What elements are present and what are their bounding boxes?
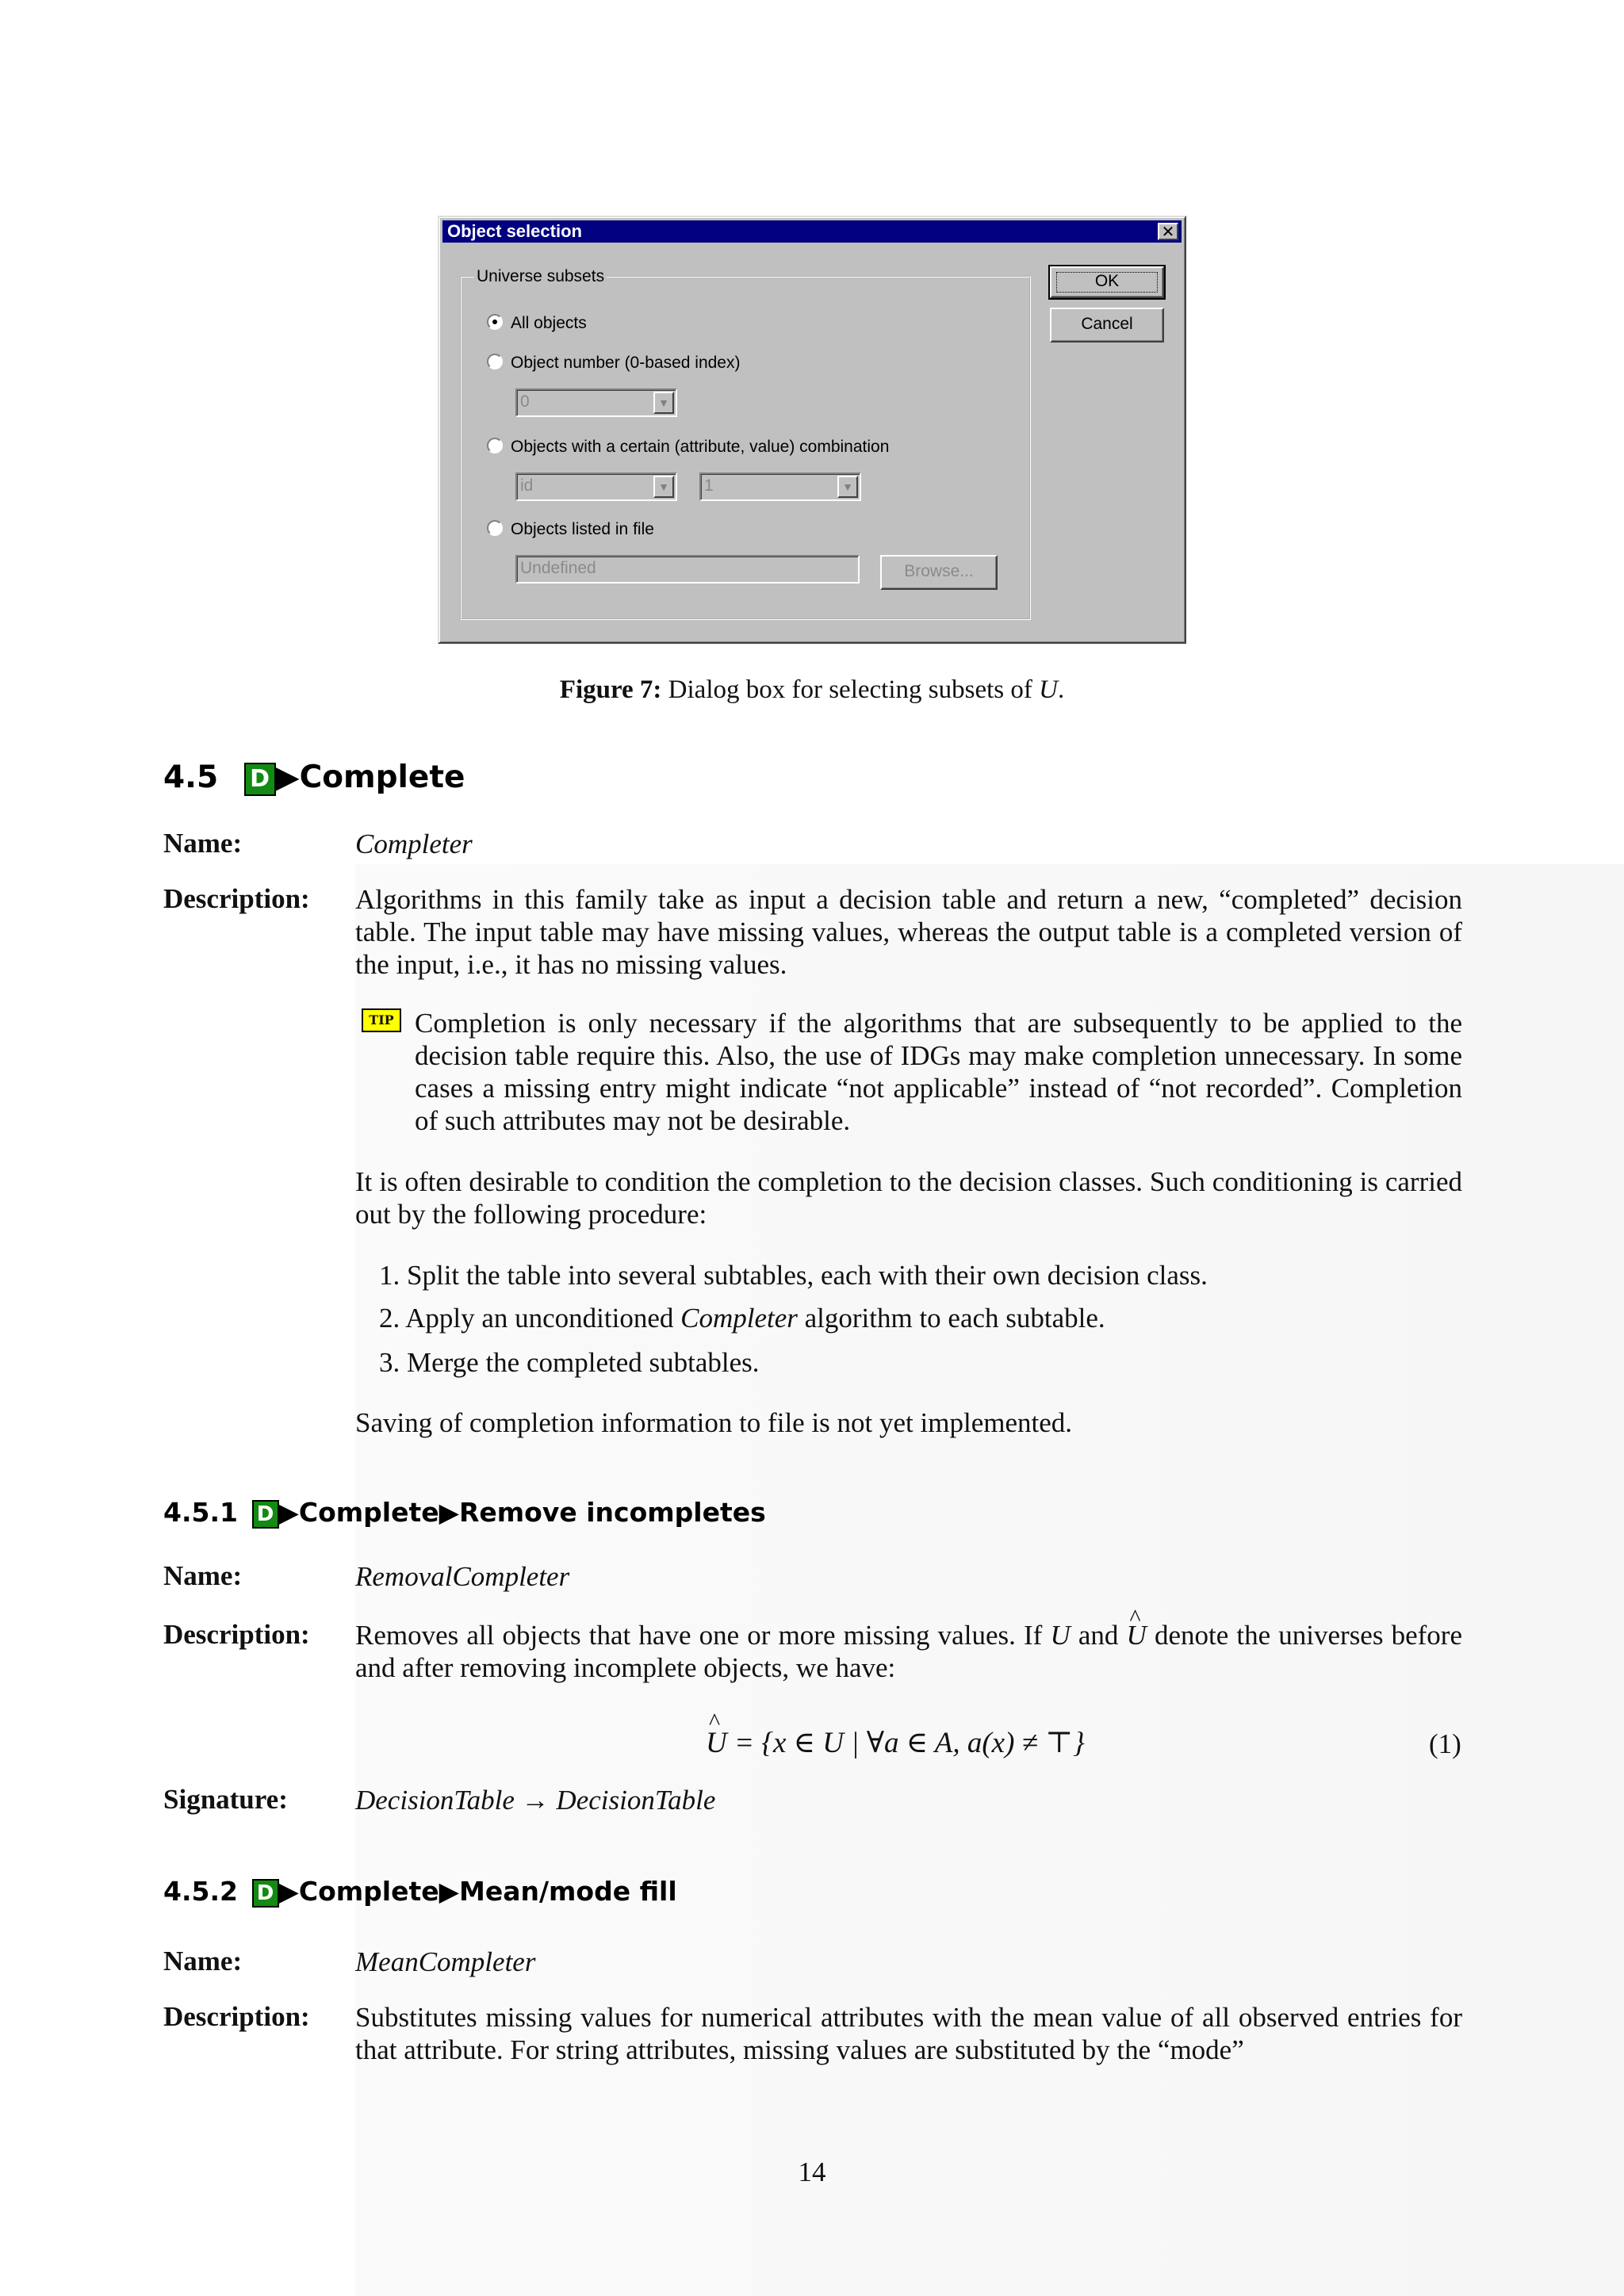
radio-icon[interactable] [487,354,503,369]
index-combo[interactable] [515,388,677,417]
name-label: Name: [163,828,243,859]
equation-rhs: = {x ∈ U | ∀a ∈ A, a(x) ≠ ⊤} [726,1727,1085,1759]
d-badge-icon: D [252,1879,279,1908]
description-label: Description: [163,883,310,914]
radio-selected-icon[interactable] [487,314,503,330]
list-item [379,1259,1208,1292]
section-number: 4.5.1 [163,1497,238,1528]
name-value: MeanCompleter [355,1946,536,1977]
list-emphasis: Completer [680,1303,798,1334]
attribute-combo[interactable] [515,473,677,501]
name-label: Name: [163,1946,243,1976]
description-label: Description: [163,2001,310,2032]
name-value: Completer [355,828,473,859]
list-item [379,1302,1105,1334]
ok-button[interactable] [1050,266,1164,298]
description-text: Substitutes missing values for numerical attributes with the mean value of all observed entries for that attribute. For string attributes, missing values are substituted by the “mode” [355,2002,1462,2065]
radio-icon[interactable] [487,520,503,536]
list-text: Apply an unconditioned [405,1303,681,1334]
focus-ring [1056,272,1158,293]
radio-label: Objects with a certain (attribute, value) combination [511,438,890,456]
list-item [379,1346,760,1379]
radio-icon[interactable] [487,438,503,453]
dialog-title: Object selection [447,221,582,241]
desc-pre: Removes all objects that have one or more missing values. If [355,1620,1051,1651]
list-number: 3. [379,1347,400,1378]
caption-symbol: U [1039,675,1058,704]
section-title: ▶Complete [275,760,465,795]
index-value: 0 [520,392,530,411]
radio-object-number[interactable] [487,352,740,374]
radio-label: Objects listed in file [511,520,654,538]
radio-all-objects[interactable] [487,312,587,335]
desc-mid: and [1070,1620,1127,1651]
signature-label: Signature: [163,1784,288,1815]
section-heading-4-5 [163,760,465,796]
name-label: Name: [163,1560,243,1591]
cancel-button[interactable]: Cancel [1050,308,1164,342]
object-selection-dialog [438,216,1186,644]
section-title: ▶Complete▶Mean/mode fill [278,1876,677,1907]
file-value: Undefined [520,559,596,577]
caption-end: . [1057,675,1065,704]
section-number: 4.5 [163,760,219,795]
browse-button[interactable]: Browse... [880,555,998,590]
group-label: Universe subsets [474,266,607,287]
value-combo[interactable] [699,473,861,501]
close-icon[interactable]: ✕ [1158,223,1178,240]
tip-text: Completion is only necessary if the algorithms that are subsequently to be applied to the decision table require this. Also, the use of IDGs may make completion unnecessary. In some cases a missing entry might indicate “not applicable” instead of “not recorded”. Completion of such attributes may not be desirable. [415,1008,1462,1136]
value-value: 1 [704,476,714,495]
ok-label: OK [1094,272,1120,290]
equation [706,1725,1085,1760]
description-text [355,1619,1462,1684]
equation-number: (1) [1429,1728,1461,1759]
d-badge-icon: D [252,1500,279,1529]
conditioning-text: It is often desirable to condition the completion to the decision classes. Such conditioning is carried out by the following procedure: [355,1166,1462,1230]
radio-listed-in-file[interactable] [487,519,654,541]
caption-label: Figure 7: [559,675,662,704]
tip-icon: TIP [362,1008,401,1032]
section-heading-4-5-1 [163,1497,766,1529]
universe-hat-symbol: ^ U [1127,1619,1147,1651]
section-title: ▶Complete▶Remove incompletes [278,1497,766,1528]
desc-post: denote the universes before and after removing incomplete objects, we have: [355,1620,1462,1683]
dialog-title-bar [442,220,1182,243]
chevron-down-icon[interactable]: ▼ [653,392,674,414]
section-number: 4.5.2 [163,1876,238,1907]
signature-value: DecisionTable → DecisionTable [355,1785,716,1816]
name-value: RemovalCompleter [355,1561,570,1592]
saving-text: Saving of completion information to file is not yet implemented. [355,1407,1073,1438]
chevron-down-icon[interactable]: ▼ [837,476,858,498]
list-number: 1. [379,1260,400,1291]
attribute-value: id [520,476,534,495]
section-heading-4-5-2 [163,1876,677,1908]
d-badge-icon: D [244,763,276,796]
list-number: 2. [379,1303,400,1334]
list-text: Split the table into several subtables, each with their own decision class. [407,1260,1208,1291]
universe-subsets-group [460,267,1031,620]
equation-lhs: ^ U [706,1726,727,1760]
page-number: 14 [798,2156,826,2187]
figure-caption [0,675,1624,705]
universe-symbol: U [1050,1620,1071,1651]
radio-label: All objects [511,314,587,332]
file-input[interactable] [515,555,860,584]
radio-label: Object number (0-based index) [511,354,741,372]
description-text: Algorithms in this family take as input a decision table and return a new, “completed” decision table. The input table may have missing values, whereas the output table is a completed version of the input, i.e., it has no missing values. [355,884,1462,980]
list-text-end: algorithm to each subtable. [797,1303,1105,1334]
radio-attribute-value[interactable] [487,436,889,458]
list-text: Merge the completed subtables. [407,1347,760,1378]
caption-text: Dialog box for selecting subsets of [668,675,1032,704]
description-label: Description: [163,1619,310,1650]
chevron-down-icon[interactable]: ▼ [653,476,674,498]
